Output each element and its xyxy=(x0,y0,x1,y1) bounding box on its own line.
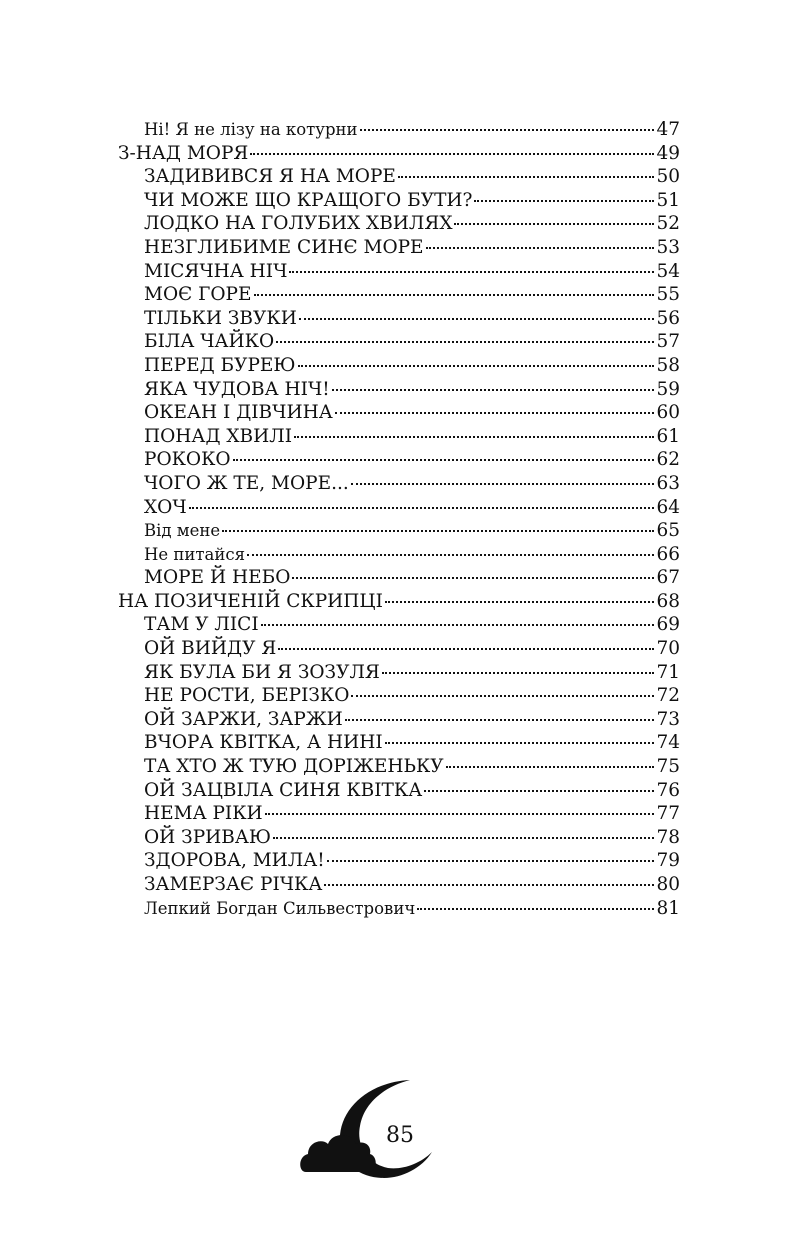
toc-entry-title: Лепкий Богдан Сильвестрович xyxy=(144,898,416,918)
toc-entry-page: 63 xyxy=(656,472,680,494)
toc-entry-title: Ні! Я не лізу на котурни xyxy=(144,120,358,139)
toc-entry-title: ЗДОРОВА, МИЛА! xyxy=(144,850,325,872)
dot-leader xyxy=(426,246,655,249)
toc-entry-title: МОЄ ГОРЕ xyxy=(144,284,252,306)
dot-leader xyxy=(474,199,654,202)
toc-entry-title: ЛОДКО НА ГОЛУБИХ ХВИЛЯХ xyxy=(144,213,453,235)
toc-entry-title: ОЙ ЗАРЖИ, ЗАРЖИ xyxy=(144,708,343,730)
toc-entry-title: ТАМ У ЛІСІ xyxy=(144,614,259,636)
toc-entry xyxy=(118,118,680,142)
dot-leader xyxy=(254,293,655,296)
toc-entry-title: ЗАДИВИВСЯ Я НА МОРЕ xyxy=(144,166,396,188)
dot-leader xyxy=(385,741,655,744)
dot-leader xyxy=(222,529,654,532)
toc-entry xyxy=(118,637,680,661)
toc-entry-title: З-НАД МОРЯ xyxy=(118,142,249,164)
dot-leader xyxy=(299,317,655,320)
dot-leader xyxy=(351,694,654,697)
toc-entry-page: 65 xyxy=(656,520,680,542)
toc-entry-title: ОКЕАН І ДІВЧИНА xyxy=(144,402,333,424)
toc-entry-page: 64 xyxy=(656,496,680,518)
toc-entry xyxy=(118,755,680,779)
toc-entry-title: БІЛА ЧАЙКО xyxy=(144,331,275,353)
toc-entry-title: ОЙ ЗАЦВІЛА СИНЯ КВІТКА xyxy=(144,779,423,801)
toc-entry xyxy=(118,613,680,637)
dot-leader xyxy=(385,600,655,603)
toc-entry-title: ВЧОРА КВІТКА, А НИНІ xyxy=(144,732,383,754)
toc-entry-page: 61 xyxy=(656,425,680,447)
toc-entry-page: 55 xyxy=(656,284,680,306)
toc-entry-title: РОКОКО xyxy=(144,449,231,471)
toc-entry xyxy=(118,849,680,873)
dot-leader xyxy=(424,789,654,792)
toc-entry xyxy=(118,731,680,755)
toc-entry-title: ПОНАД ХВИЛІ xyxy=(144,425,293,447)
toc-entry-page: 79 xyxy=(656,850,680,872)
dot-leader xyxy=(382,671,655,674)
dot-leader xyxy=(189,506,655,509)
toc-entry-title: ЧОГО Ж ТЕ, МОРЕ... xyxy=(144,472,349,494)
dot-leader xyxy=(250,152,654,155)
dot-leader xyxy=(351,482,655,485)
toc-entry xyxy=(118,496,680,520)
toc-entry-title: ЯК БУЛА БИ Я ЗОЗУЛЯ xyxy=(144,661,380,683)
toc-entry-page: 50 xyxy=(656,166,680,188)
toc-entry-page: 76 xyxy=(656,779,680,801)
toc-entry-page: 81 xyxy=(656,897,680,919)
toc-entry-page: 56 xyxy=(656,307,680,329)
dot-leader xyxy=(446,765,655,768)
toc-entry-title: Не питайся xyxy=(144,544,246,564)
toc-entry-title: НЕМА РІКИ xyxy=(144,803,263,825)
toc-entry xyxy=(118,354,680,378)
toc-entry xyxy=(118,260,680,284)
dot-leader xyxy=(278,647,654,650)
toc-entry xyxy=(118,897,680,921)
toc-entry xyxy=(118,165,680,189)
dot-leader xyxy=(273,836,654,839)
dot-leader xyxy=(261,623,655,626)
cloud-icon xyxy=(300,1135,376,1172)
toc-entry xyxy=(118,283,680,307)
toc-entry-page: 69 xyxy=(656,614,680,636)
toc-entry-title: НА ПОЗИЧЕНІЙ СКРИПЦІ xyxy=(118,590,383,612)
toc-entry-page: 70 xyxy=(656,638,680,660)
toc-entry-title: ТА ХТО Ж ТУЮ ДОРІЖЕНЬКУ xyxy=(144,756,444,778)
dot-leader xyxy=(345,718,655,721)
toc-entry-page: 78 xyxy=(656,826,680,848)
toc-entry-page: 54 xyxy=(656,260,680,282)
dot-leader xyxy=(276,340,654,343)
toc-entry xyxy=(118,661,680,685)
toc-entry-title: ХОЧ xyxy=(144,496,187,518)
toc-entry-title: НЕ РОСТИ, БЕРІЗКО xyxy=(144,685,350,707)
table-of-contents xyxy=(118,118,680,920)
toc-entry-title: МОРЕ Й НЕБО xyxy=(144,567,291,589)
toc-entry-title: ЧИ МОЖЕ ЩО КРАЩОГО БУТИ? xyxy=(144,189,473,211)
dot-leader xyxy=(327,859,655,862)
toc-entry-page: 51 xyxy=(656,189,680,211)
toc-entry xyxy=(118,590,680,614)
toc-entry-page: 66 xyxy=(656,543,680,565)
dot-leader xyxy=(294,435,654,438)
toc-entry-title: Від мене xyxy=(144,521,221,541)
toc-entry xyxy=(118,425,680,449)
toc-entry xyxy=(118,189,680,213)
toc-entry-title: ТІЛЬКИ ЗВУКИ xyxy=(144,307,297,329)
toc-entry xyxy=(118,566,680,590)
toc-entry-page: 60 xyxy=(656,402,680,424)
toc-entry xyxy=(118,142,680,166)
dot-leader xyxy=(292,576,654,579)
dot-leader xyxy=(298,364,655,367)
dot-leader xyxy=(398,175,655,178)
toc-entry-page: 62 xyxy=(656,449,680,471)
toc-entry xyxy=(118,378,680,402)
dot-leader xyxy=(417,907,654,910)
toc-entry-page: 59 xyxy=(656,378,680,400)
toc-entry-page: 72 xyxy=(656,685,680,707)
page-number: 85 xyxy=(386,1123,414,1148)
toc-entry xyxy=(118,212,680,236)
toc-entry xyxy=(118,307,680,331)
toc-entry-page: 53 xyxy=(656,236,680,258)
toc-entry-page: 73 xyxy=(656,708,680,730)
dot-leader xyxy=(289,270,654,273)
toc-entry xyxy=(118,826,680,850)
toc-entry-page: 75 xyxy=(656,756,680,778)
dot-leader xyxy=(332,388,655,391)
toc-entry xyxy=(118,519,680,543)
toc-entry xyxy=(118,708,680,732)
toc-entry-page: 57 xyxy=(656,331,680,353)
toc-entry-title: НЕЗГЛИБИМЕ СИНЄ МОРЕ xyxy=(144,236,424,258)
toc-entry-page: 47 xyxy=(656,119,680,140)
toc-entry xyxy=(118,236,680,260)
toc-entry xyxy=(118,472,680,496)
toc-entry xyxy=(118,543,680,567)
dot-leader xyxy=(247,553,654,556)
toc-entry-page: 68 xyxy=(656,590,680,612)
toc-entry-title: ОЙ ЗРИВАЮ xyxy=(144,826,271,848)
toc-entry-page: 74 xyxy=(656,732,680,754)
toc-entry xyxy=(118,401,680,425)
toc-entry xyxy=(118,330,680,354)
toc-entry-page: 80 xyxy=(656,874,680,895)
toc-entry xyxy=(118,684,680,708)
toc-entry xyxy=(118,779,680,803)
toc-entry-page: 49 xyxy=(656,142,680,164)
dot-leader xyxy=(454,222,654,225)
toc-entry-page: 67 xyxy=(656,567,680,589)
toc-entry xyxy=(118,802,680,826)
dot-leader xyxy=(233,458,655,461)
toc-entry-page: 71 xyxy=(656,661,680,683)
toc-entry-title: МІСЯЧНА НІЧ xyxy=(144,260,288,282)
dot-leader xyxy=(324,883,654,886)
dot-leader xyxy=(335,411,655,414)
toc-entry-title: ЗАМЕРЗАЄ РІЧКА xyxy=(144,874,323,895)
toc-entry xyxy=(118,873,680,897)
toc-entry xyxy=(118,448,680,472)
toc-entry-page: 77 xyxy=(656,803,680,825)
toc-entry-title: ОЙ ВИЙДУ Я xyxy=(144,638,277,660)
toc-entry-page: 58 xyxy=(656,354,680,376)
dot-leader xyxy=(360,128,655,131)
dot-leader xyxy=(265,812,655,815)
toc-entry-title: ЯКА ЧУДОВА НІЧ! xyxy=(144,378,330,400)
toc-entry-page: 52 xyxy=(656,213,680,235)
toc-entry-title: ПЕРЕД БУРЕЮ xyxy=(144,354,296,376)
